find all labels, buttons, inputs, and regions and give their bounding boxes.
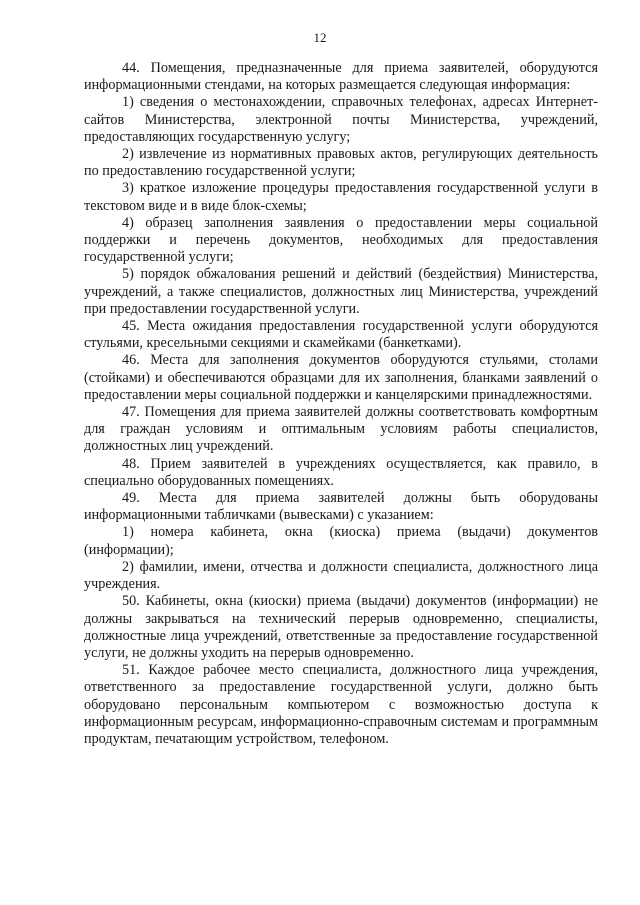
paragraph-49-item-1: 1) номера кабинета, окна (киоска) приема (выдачи) документов (информации);	[84, 524, 598, 558]
paragraph-46: 46. Места для заполнения документов оборудуются стульями, столами (стойками) и обеспечиваются образцами для их заполнения, бланками заявлений о предоставлении меры социальной поддержки и канцелярскими принадлежностями.	[84, 352, 598, 403]
paragraph-44-item-3: 3) краткое изложение процедуры предоставления государственной услуги в текстовом виде и в виде блок-схемы;	[84, 180, 598, 214]
paragraph-45: 45. Места ожидания предоставления государственной услуги оборудуются стульями, кресельными секциями и скамейками (банкетками).	[84, 318, 598, 352]
paragraph-50: 50. Кабинеты, окна (киоски) приема (выдачи) документов (информации) не должны закрываться на технический перерыв одновременно, специалисты, должностные лица учреждений, ответственные за предоставление государственной услуги, не должны уходить на перерыв одновременно.	[84, 593, 598, 661]
document-body	[84, 60, 598, 748]
paragraph-49-item-2: 2) фамилии, имени, отчества и должности специалиста, должностного лица учреждения.	[84, 558, 598, 593]
paragraph-44-item-1: 1) сведения о местонахождении, справочных телефонах, адресах Интернет-сайтов Министерства, электронной почты Министерства, учреждений, предоставляющих государственную услугу;	[84, 94, 598, 145]
paragraph-44-item-2: 2) извлечение из нормативных правовых актов, регулирующих деятельность по предоставлению государственной услуги;	[84, 146, 598, 180]
paragraph-51: 51. Каждое рабочее место специалиста, должностного лица учреждения, ответственного за предоставление государственной услуги, должно быть оборудовано персональным компьютером с возможностью доступа к информационным ресурсам, информационно-справочным системам и программным продуктам, печатающим устройством, телефоном.	[84, 662, 598, 747]
paragraph-48: 48. Прием заявителей в учреждениях осуществляется, как правило, в специально оборудованных помещениях.	[84, 455, 598, 489]
page-number: 12	[313, 30, 327, 45]
paragraph-47: 47. Помещения для приема заявителей должны соответствовать комфортным для граждан условиям и оптимальным условиям работы специалистов, должностных лиц учреждений.	[84, 404, 598, 455]
paragraph-49: 49. Места для приема заявителей должны быть оборудованы информационными табличками (вывесками) с указанием:	[84, 490, 598, 524]
paragraph-44-item-4: 4) образец заполнения заявления о предоставлении меры социальной поддержки и перечень документов, необходимых для предоставления государственной услуги;	[84, 214, 598, 266]
paragraph-44-item-5: 5) порядок обжалования решений и действий (бездействия) Министерства, учреждений, а также специалистов, должностных лиц Министерства, учреждений при предоставлении государственной услуги.	[84, 266, 598, 317]
paragraph-44: 44. Помещения, предназначенные для приема заявителей, оборудуются информационными стендами, на которых размещается следующая информация:	[84, 60, 598, 94]
